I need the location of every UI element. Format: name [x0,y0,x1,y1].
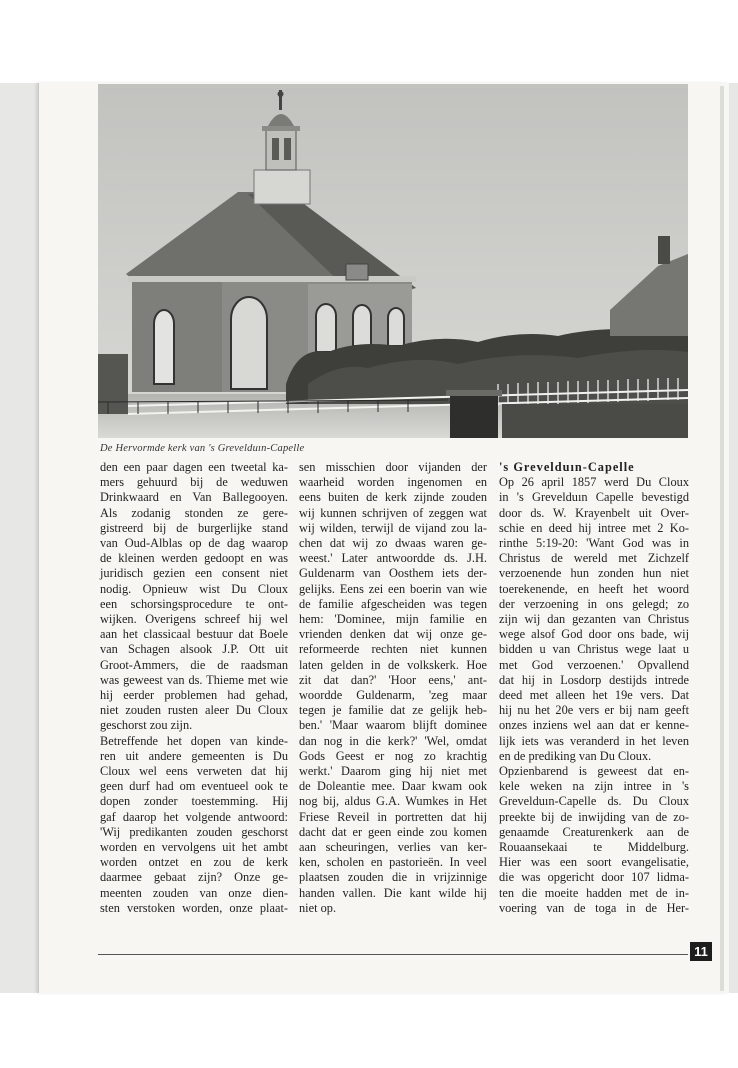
text-line: en de prediking van Du Cloux. [499,748,652,763]
text-column-1 [100,460,288,916]
text-line: plaatsen zouden die in vrijzinnige [299,870,487,885]
text-line: aan het classicaal bestuur dat Boele [100,627,288,642]
text-line: geen durf had om eventueel ook te [100,779,288,794]
text-line: lijk iets was veranderd in het leven [499,733,689,748]
text-line: deed met alleen het 19e vers. Dat [499,688,689,703]
text-line: verzoenende hun zonden hun niet [499,566,689,581]
text-line: Op 26 april 1857 werd Du Cloux [499,475,689,490]
text-line: vrienden denken dat wij onze ge- [299,627,487,642]
church-photograph [98,84,688,438]
text-line: geschorst zou zijn. [100,718,193,733]
text-line: de familie afgescheiden was tegen [299,596,487,611]
text-line: de Doleantie mee. Daar kwam ook [299,779,487,794]
text-column-2 [299,460,487,916]
text-line: sten verstoken worden, onze plaat- [100,900,288,915]
text-line: chen dat wij zo dwaas waren ge- [299,536,487,551]
text-line: schie en deed hij intree met 2 Ko- [499,520,689,535]
text-line: bidden u van Christus wege laat u [499,642,689,657]
text-line: weest.' Later antwoordde ds. J.H. [299,551,487,566]
text-line: Groot-Ammers, die de raadsman [100,657,288,672]
text-line: door ds. W. Krayenbelt uit Over- [499,505,689,520]
text-line: nodig. Opnieuw wist Du Cloux [100,581,288,596]
text-line: ken, scholen en pastorieën. In veel [299,855,487,870]
text-line: waarheid worden ingenomen en [299,475,487,490]
text-line: der verzoening in ons gelegd; zo [499,596,689,611]
text-line: zijn wij dan gezanten van Christus [499,612,689,627]
text-line: aan scheuringen, verlies van ker- [299,840,487,855]
text-line: wege alsof God door ons bade, wij [499,627,689,642]
text-line: hij nu het 20e vers er bij nam geeft [499,703,689,718]
text-line: gelijks. Eens zei een boerin van wie [299,581,487,596]
photo-caption: De Hervormde kerk van 's Grevelduın-Capelle [100,443,305,454]
text-line: de kleinen werden gedoopt en was [100,551,288,566]
text-line: meenten zouden van onze dien- [100,885,288,900]
text-line: niet zouden rusten aleer Du Cloux [100,703,288,718]
text-line: was geweest van ds. Thieme met wie [100,672,288,687]
text-line: werkt.' Daarom ging hij niet met [299,764,487,779]
text-line: laten gelden in de volkskerk. Hoe [299,657,487,672]
text-line: voering van de toga in de Her- [499,900,689,915]
text-line: preekte bij de inwijding van de zo- [499,809,689,824]
text-line: onzes inziens wel aan dat er kenne- [499,718,689,733]
text-line: Grevelduın-Capelle ds. Du Cloux [499,794,689,809]
text-line: worden en vervolgens uit het ambt [100,840,288,855]
page-edge [720,86,724,991]
text-line: toerekenende, en heeft het woord [499,581,689,596]
text-line: hij eerder problemen had gehad, [100,688,288,703]
text-line: Gods Geest er nog zo krachtig [299,748,487,763]
text-line: ten die moeite hadden met de in- [499,885,689,900]
section-heading: 's Grevelduın-Capelle [499,460,635,474]
text-line: dopen zonder toestemming. Hij [100,794,288,809]
text-line: genaamde Creaturenkerk aan de [499,824,689,839]
text-line: daarmee gebaat zijn? Onze ge- [100,870,288,885]
text-line: gistreerd bij de burgerlijke stand [100,520,288,535]
text-line: kele weken na zijn intree in 's [499,779,689,794]
text-line: van Schagen alsook J.P. Ott uit [100,642,288,657]
text-line: dacht dat er geen einde zou komen [299,824,487,839]
text-line: Betreffende het dopen van kinde- [100,733,288,748]
text-line: handen vallen. Die kant wilde hij [299,885,487,900]
text-line: ben.' 'Maar waarom blijft dominee [299,718,487,733]
text-line: ren uit andere gemeenten is Du [100,748,288,763]
text-line: rinthe 5:19-20: 'Want God was in [499,536,689,551]
text-line: reformeerde rechten niet kunnen [299,642,487,657]
text-line: wij wilden, terwijl de vijand zou la- [299,520,487,535]
text-line: Als zodanig stonden ze gere- [100,505,288,520]
text-line: Hier was een soort evangelisatie, [499,855,689,870]
text-column-3 [499,460,689,916]
text-line: dat hij in Losdorp destijds intrede [499,672,689,687]
text-line: worden ontzet en zou de kerk [100,855,288,870]
text-line: Cloux wel eens verweten dat hij [100,764,288,779]
text-line: eens buiten de kerk zijnde zouden [299,490,487,505]
text-line: hem: 'Dominee, mijn familie en [299,612,487,627]
text-line: zit dat dan?' 'Hoor eens,' ant- [299,672,487,687]
text-line: Drinkwaard en Van Ballegooyen. [100,490,288,505]
text-line: wij kunnen schrijven of zeggen wat [299,505,487,520]
text-line: in 's Grevelduın Capelle bevestigd [499,490,689,505]
text-line: Opzienbarend is geweest dat en- [499,764,689,779]
text-line: niet op. [299,900,337,915]
text-line: Rouaansekaai te Middelburg. [499,840,689,855]
text-line: 'Wij predikanten zouden geschorst [100,824,288,839]
text-line: nog bij, aldus G.A. Wumkes in Het [299,794,487,809]
text-line: den een paar dagen een tweetal ka- [100,460,288,474]
text-line: een schorsingsprocedure te ont- [100,596,288,611]
text-line: wijken. Overigens schreef hij wel [100,612,288,627]
text-line: juridisch gezien een consent niet [100,566,288,581]
text-line: van Oud-Alblas op de dag waarop [100,536,288,551]
text-line: mers gehuurd bij de weduwen [100,475,288,490]
text-line: met God verzoenen.' Opvallend [499,657,689,672]
text-line: Guldenarm van Oosthem iets der- [299,566,487,581]
footer-rule [98,954,688,955]
text-line: tegen je familie dat ze gelijk heb- [299,703,487,718]
text-line: sen misschien door vijanden der [299,460,487,474]
text-line: Friese Reveil in portretten dat hij [299,809,487,824]
text-line: gaf daarop het volgende antwoord: [100,809,288,824]
page-number: 11 [690,942,712,961]
text-line: dan nog in die kerk?' 'Wel, omdat [299,733,487,748]
text-line: Christus de wereld met Zichzelf [499,551,689,566]
text-line: die was opgericht door 107 lidma- [499,870,689,885]
text-line: woordde Guldenarm, 'zeg maar [299,688,487,703]
